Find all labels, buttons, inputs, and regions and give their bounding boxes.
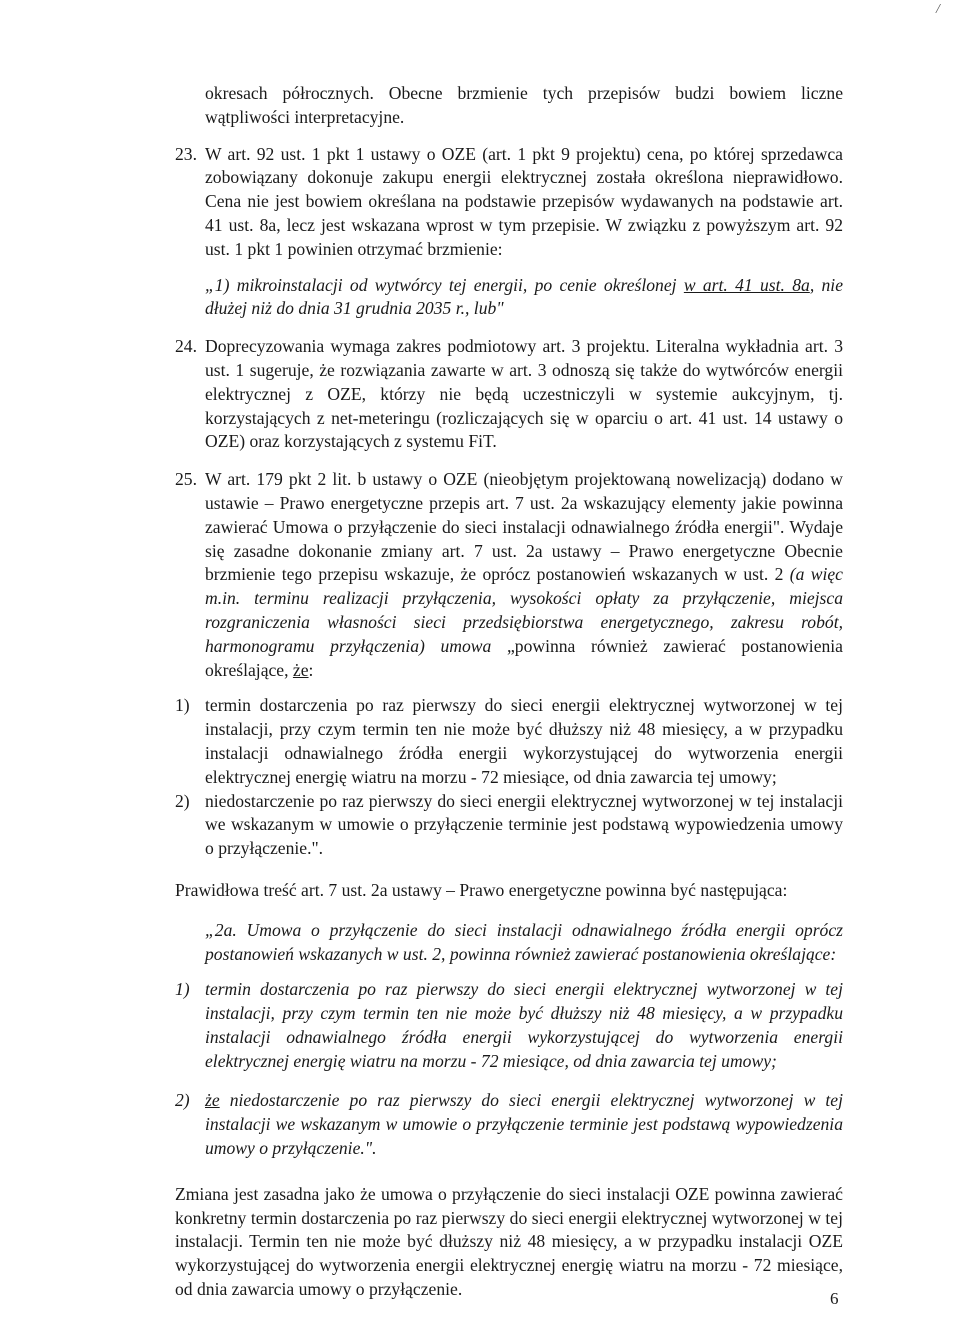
item-25 (175, 468, 843, 682)
proposed-2a: „2a. Umowa o przyłączenie do sieci instalacji odnawialnego źródła energii oprócz postanowień wskazanych w ust. 2, powinna również zawierać postanowienia określające: (205, 919, 843, 964)
continuation-text: okresach półrocznych. Obecne brzmienie tych przepisów budzi bowiem liczne wątpliwości interpretacyjne. (205, 83, 843, 127)
item-text: Doprecyzowania wymaga zakres podmiotowy art. 3 projektu. Literalna wykładnia art. 3 ust. 1 sugeruje, że rozwiązania zawarte w art. 3 odnoszą się także do wytwórców energii elektrycznej z OZE, którzy nie będą uczestniczyli w systemie aukcyjnym, tj. korzystających z net-meteringu (rozliczających się w oparciu o art. 41 ust. 14 ustawy o OZE) oraz korzystających z systemu FiT. (205, 336, 843, 452)
item-number: 25. (175, 469, 197, 490)
item-number: 24. (175, 336, 197, 357)
list-item: 2) że niedostarczenie po raz pierwszy do sieci energii elektrycznej wytworzonej w tej instalacji we wskazanym w umowie o przyłączenie terminie jest podstawą wypowiedzenia umowy o przyłączenie.". (175, 1090, 843, 1159)
corner-mark: / (936, 2, 940, 17)
item-text: W art. 92 ust. 1 pkt 1 ustawy o OZE (art. 1 pkt 9 projektu) cena, po której sprzedawca zobowiązany dokonuje zakupu energii elektrycznej została określona nieprawidłowo. Cena nie jest bowiem określana na podstawie przepisów wydawanych na podstawie art. 41 ust. 8a, lecz jest wskazana wprost w tym przepisie. W związku z powyższym art. 92 ust. 1 pkt 1 powinien otrzymać brzmienie: (205, 143, 843, 259)
paragraph-continuation (175, 82, 843, 130)
correct-wording-intro: Prawidłowa treść art. 7 ust. 2a ustawy – Prawo energetyczne powinna być następująca: (175, 879, 788, 900)
page-body (175, 82, 843, 1302)
item-text: W art. 179 pkt 2 lit. b ustawy o OZE (nieobjętym projektowaną nowelizacją) dodano w ustawie – Prawo energetyczne przepis art. 7 ust. 2a wskazujący elementy jakie powinna zawierać Umowa o przyłączenie do sieci instalacji odnawialnego źródła energii". Wydaje się zasadne dokonanie zmiany art. 7 ust. 2a ustawy – Prawo energetyczne Obecnie brzmienie tego przepisu wskazuje, że oprócz postanowień wskazanych w ust. 2 (a więc m.in. terminu realizacji przyłączenia, wysokości opłaty za przyłączenie, miejsca rozgraniczenia własności sieci przedsiębiorstwa energetycznego, zakresu robót, harmonogramu przyłączenia) umowa „powinna również zawierać postanowienia określające, że: (205, 469, 843, 680)
closing-paragraph: Zmiana jest zasadna jako że umowa o przyłączenie do sieci instalacji OZE powinna zawierać konkretny termin dostarczenia po raz pierwszy do sieci energii elektrycznej wytworzonej w tej instalacji. Termin ten nie może być dłuższy niż 48 miesięcy, a w przypadku instalacji OZE wykorzystującej do wytworzenia energii elektrycznej energię wiatru na morzu - 72 miesiące, od dnia zawarcia umowy o przyłączenie. (175, 1183, 843, 1300)
list-item: 1) termin dostarczenia po raz pierwszy do sieci energii elektrycznej wytworzonej w tej instalacji, przy czym termin ten nie może być dłuższy niż 48 miesięcy, a w przypadku instalacji odnawialnego źródła energii wykorzystującej do wytworzenia energii elektrycznej energię wiatru na morzu - 72 miesiące, od dnia zawarcia tej umowy; (175, 979, 843, 1071)
item-24 (175, 335, 843, 454)
quoted-provision: „1) mikroinstalacji od wytwórcy tej energii, po cenie określonej w art. 41 ust. 8a, nie dłużej niż do dnia 31 grudnia 2035 r., lub" (205, 274, 843, 319)
item-23 (175, 143, 843, 322)
proposed-provision-list (175, 978, 843, 1161)
current-provision-list (175, 694, 843, 861)
item-number: 23. (175, 143, 197, 164)
list-item: 2) niedostarczenie po raz pierwszy do sieci energii elektrycznej wytworzonej w tej instalacji we wskazanym w umowie o przyłączenie terminie jest podstawą wypowiedzenia umowy o przyłączenie.". (175, 790, 843, 859)
list-item: 1) termin dostarczenia po raz pierwszy do sieci energii elektrycznej wytworzonej w tej instalacji, przy czym termin ten nie może być dłuższy niż 48 miesięcy, a w przypadku instalacji odnawialnego źródła energii wykorzystującej do wytworzenia energii elektrycznej energię wiatru na morzu - 72 miesiące, od dnia zawarcia tej umowy; (175, 695, 843, 787)
page-number: 6 (830, 1289, 839, 1308)
